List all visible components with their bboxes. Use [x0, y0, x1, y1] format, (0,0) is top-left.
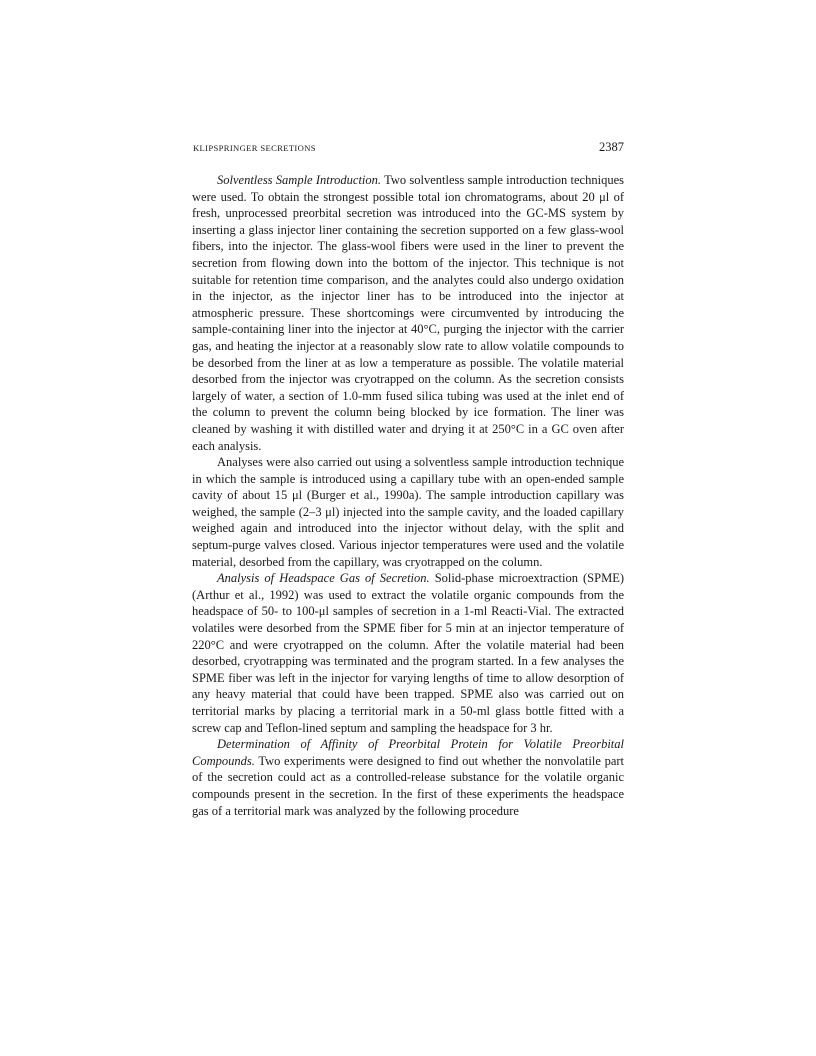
section-heading-affinity: Determination of Affinity of Preorbital Protein for Volatile Preorbital Compounds. [192, 737, 624, 768]
page-number: 2387 [599, 140, 624, 154]
body-text [192, 172, 624, 819]
paragraph-headspace-analysis [192, 570, 624, 736]
section-heading-headspace: Analysis of Headspace Gas of Secretion. [217, 571, 430, 586]
paragraph-solventless-introduction [192, 172, 624, 454]
paragraph-text: Two solventless sample introduction techniques were used. To obtain the strongest possible total ion chromatograms, about 20 μl of fresh, unprocessed preorbital secretion was introduced into the GC-MS system by inserting a glass injector liner containing the secretion supported on a few glass-wool fibers, into the injector. The glass-wool fibers were used in the liner to prevent the secretion from flowing down into the bottom of the injector. This technique is not suitable for retention time comparison, and the analytes could also undergo oxidation in the injector, as the injector liner has to be introduced into the injector at atmospheric pressure. These shortcomings were circumvented by introducing the sample-containing liner into the injector at 40°C, purging the injector with the carrier gas, and heating the injector at a reasonably slow rate to allow volatile compounds to be desorbed from the liner at as low a temperature as possible. The volatile material desorbed from the injector was cryotrapped on the column. As the secretion consists largely of water, a section of 1.0-mm fused silica tubing was used at the inlet end of the column to prevent the column being blocked by ice formation. The liner was cleaned by washing it with distilled water and drying it at 250°C in a GC oven after each analysis. [192, 173, 624, 453]
paragraph-capillary-introduction [192, 454, 624, 570]
paragraph-affinity-determination [192, 736, 624, 819]
document-page [192, 140, 624, 819]
section-heading-solventless: Solventless Sample Introduction. [217, 173, 382, 187]
running-header [192, 140, 624, 158]
paragraph-text: Solid-phase microextraction (SPME) (Arthur et al., 1992) was used to extract the volatile organic compounds from the headspace of 50- to 100-μl samples of secretion in a 1-ml Reacti-Vial. The extracted volatiles were desorbed from the SPME fiber for 5 min at an injector temperature of 220°C and were cryotrapped on the column. After the volatile material had been desorbed, cryotrapping was terminated and the program started. In a few analyses the SPME fiber was left in the injector for varying lengths of time to allow desorption of any heavy material that could have been trapped. SPME also was carried out on territorial marks by placing a territorial mark in a 50-ml glass bottle fitted with a screw cap and Teflon-lined septum and sampling the headspace for 3 hr. [192, 571, 624, 735]
paragraph-text: Analyses were also carried out using a solventless sample introduction technique in which the sample is introduced using a capillary tube with an open-ended sample cavity of about 15 μl (Burger et al., 1990a). The sample introduction capillary was weighed, the sample (2–3 μl) injected into the sample cavity, and the loaded capillary weighed again and introduced into the injector without delay, with the split and septum-purge valves closed. Various injector temperatures were used and the volatile material, desorbed from the capillary, was cryotrapped on the column. [192, 455, 624, 569]
paragraph-text: Two experiments were designed to find out whether the nonvolatile part of the secretion could act as a controlled-release substance for the volatile organic compounds present in the secretion. In the first of these experiments the headspace gas of a territorial mark was analyzed by the following procedure [192, 753, 624, 818]
running-title: KLIPSPRINGER SECRETIONS [193, 143, 316, 153]
